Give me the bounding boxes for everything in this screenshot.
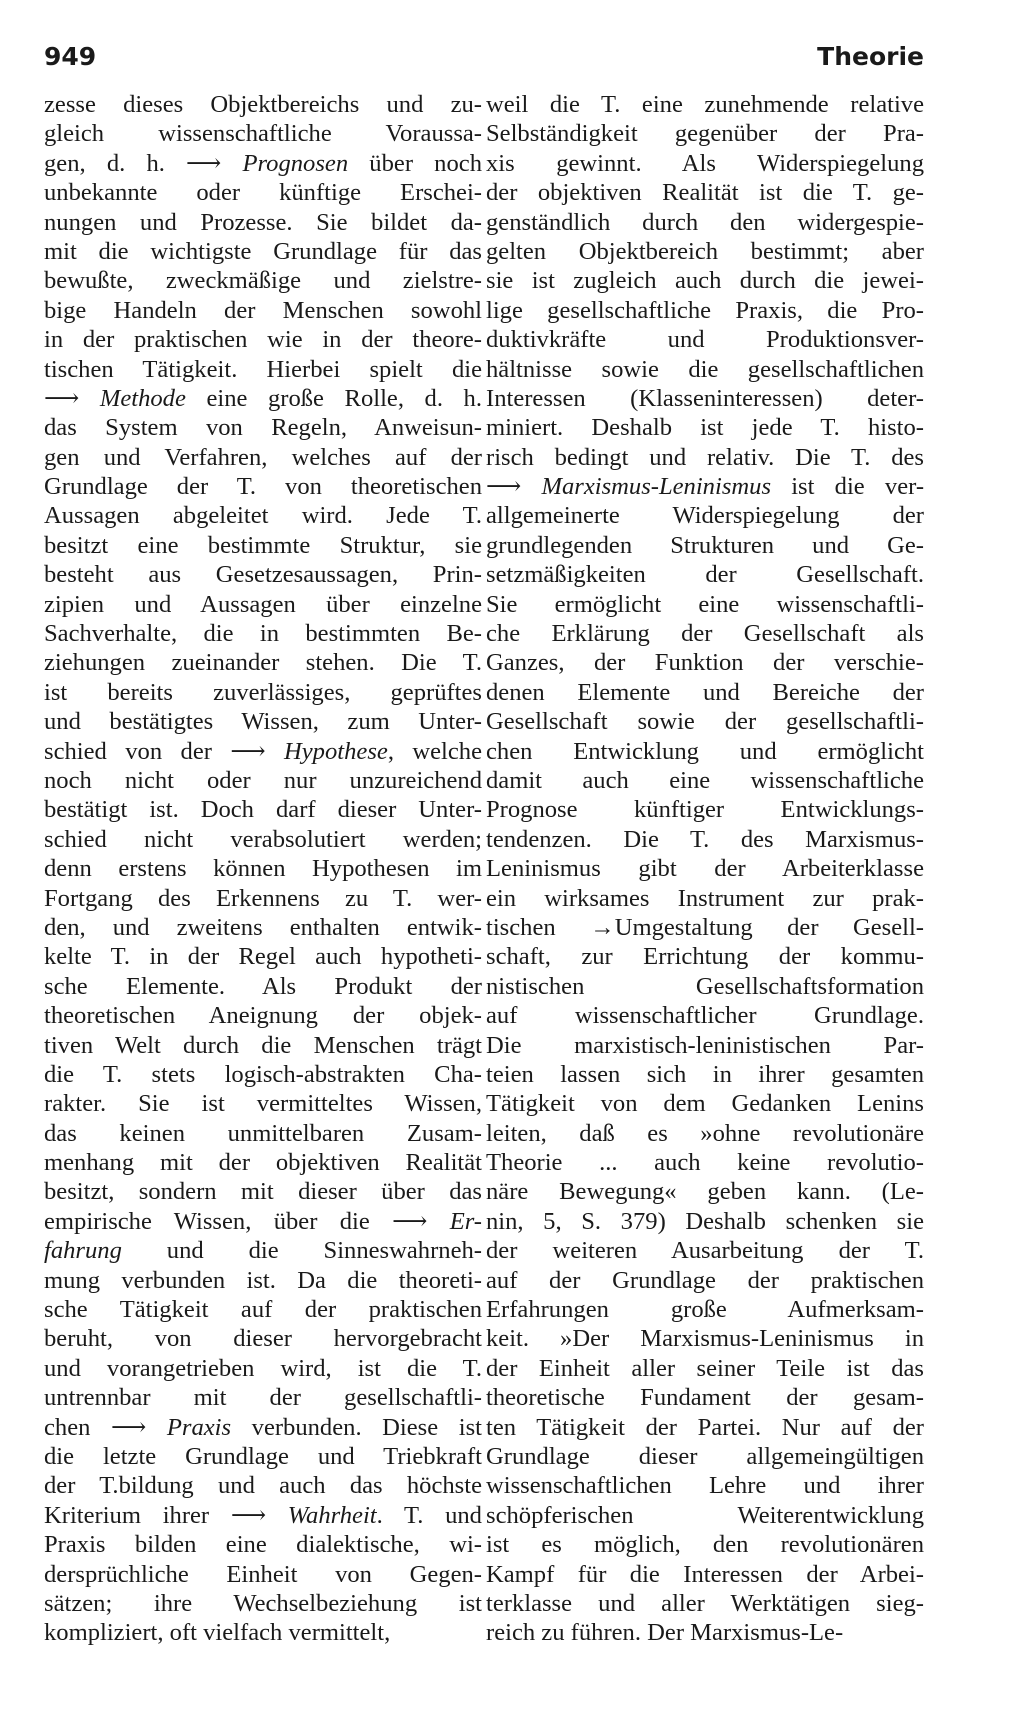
text-line: tischen Tätigkeit. Hierbei spielt die xyxy=(44,355,482,383)
text-line: empirische Wissen, über die ⟶ Er- xyxy=(44,1207,482,1235)
text-line: tischen →Umgestaltung der Gesell- xyxy=(486,913,924,941)
text-line: duktivkräfte und Produktionsver- xyxy=(486,326,924,354)
text-line: reich zu führen. Der Marxismus-Le- xyxy=(486,1619,844,1647)
text-line: sätzen; ihre Wechselbeziehung ist xyxy=(44,1589,482,1617)
text-line: in der praktischen wie in der theore- xyxy=(44,326,482,354)
text-line: bestätigt ist. Doch darf dieser Unter- xyxy=(44,796,482,824)
text-line: auf wissenschaftlicher Grundlage. xyxy=(486,1002,924,1030)
text-line: risch bedingt und relativ. Die T. des xyxy=(486,443,924,471)
text-line: wissenschaftlichen Lehre und ihrer xyxy=(486,1472,924,1500)
text-line: theoretische Fundament der gesam- xyxy=(486,1384,924,1412)
text-line: Gesellschaft sowie der gesellschaftli- xyxy=(486,708,924,736)
text-line: allgemeinerte Widerspiegelung der xyxy=(486,502,924,530)
text-line: theoretischen Aneignung der objek- xyxy=(44,1002,482,1030)
text-line: gen, d. h. ⟶ Prognosen über noch xyxy=(44,149,482,177)
text-line: Theorie ... auch keine revolutio- xyxy=(486,1149,924,1177)
text-line: Interessen (Klasseninteressen) deter- xyxy=(486,384,924,412)
text-line: dersprüchliche Einheit von Gegen- xyxy=(44,1560,482,1588)
text-line: der objektiven Realität ist die T. ge- xyxy=(486,179,924,207)
page-number: 949 xyxy=(44,42,97,71)
text-line: die T. stets logisch-abstrakten Cha- xyxy=(44,1060,482,1088)
text-line: Sie ermöglicht eine wissenschaftli- xyxy=(486,590,924,618)
text-line: den, und zweitens enthalten entwik- xyxy=(44,913,482,941)
text-line: der weiteren Ausarbeitung der T. xyxy=(486,1237,924,1265)
text-line: Die marxistisch-leninistischen Par- xyxy=(486,1031,924,1059)
text-line: schöpferischen Weiterentwicklung xyxy=(486,1501,924,1529)
text-line: Fortgang des Erkennens zu T. wer- xyxy=(44,884,482,912)
text-line: besteht aus Gesetzesaussagen, Prin- xyxy=(44,561,482,589)
text-line: mung verbunden ist. Da die theoreti- xyxy=(44,1266,482,1294)
text-line: die letzte Grundlage und Triebkraft xyxy=(44,1442,482,1470)
text-line: schaft, zur Errichtung der kommu- xyxy=(486,943,924,971)
text-line: mit die wichtigste Grundlage für das xyxy=(44,237,482,265)
text-line: tiven Welt durch die Menschen trägt xyxy=(44,1031,482,1059)
text-line: schied nicht verabsolutiert werden; xyxy=(44,825,482,853)
text-line: nistischen Gesellschaftsformation xyxy=(486,972,924,1000)
text-line: terklasse und aller Werktätigen sieg- xyxy=(486,1589,924,1617)
text-line: menhang mit der objektiven Realität xyxy=(44,1149,482,1177)
text-line: Tätigkeit von dem Gedanken Lenins xyxy=(486,1090,924,1118)
text-line: gelten Objektbereich bestimmt; aber xyxy=(486,237,924,265)
text-line: schied von der ⟶ Hypothese, welche xyxy=(44,737,482,765)
text-line: ist es möglich, den revolutionären xyxy=(486,1531,924,1559)
page-heading: Theorie xyxy=(817,42,924,71)
text-line: Praxis bilden eine dialektische, wi- xyxy=(44,1531,482,1559)
text-line: kompliziert, oft vielfach vermittelt, xyxy=(44,1619,391,1647)
text-line: nin, 5, S. 379) Deshalb schenken sie xyxy=(486,1207,924,1235)
text-line: che Erklärung der Gesellschaft als xyxy=(486,620,924,648)
text-line: denn erstens können Hypothesen im xyxy=(44,855,482,883)
text-line: lige gesellschaftliche Praxis, die Pro- xyxy=(486,296,924,324)
text-line: setzmäßigkeiten der Gesellschaft. xyxy=(486,561,924,589)
text-line: besitzt eine bestimmte Struktur, sie xyxy=(44,531,482,559)
text-line: näre Bewegung« geben kann. (Le- xyxy=(486,1178,924,1206)
text-line: Sachverhalte, die in bestimmten Be- xyxy=(44,620,482,648)
text-line: weil die T. eine zunehmende relative xyxy=(486,91,924,118)
text-line: Aussagen abgeleitet wird. Jede T. xyxy=(44,502,482,530)
text-line: bewußte, zweckmäßige und zielstre- xyxy=(44,267,482,295)
text-line: Kampf für die Interessen der Arbei- xyxy=(486,1560,924,1588)
text-line: teien lassen sich in ihrer gesamten xyxy=(486,1060,924,1088)
text-line: ist bereits zuverlässiges, geprüftes xyxy=(44,678,482,706)
text-line: Erfahrungen große Aufmerksam- xyxy=(486,1296,924,1324)
text-line: zipien und Aussagen über einzelne xyxy=(44,590,482,618)
text-line: Leninismus gibt der Arbeiterklasse xyxy=(486,855,924,883)
text-line: leiten, daß es »ohne revolutionäre xyxy=(486,1119,924,1147)
text-line: sie ist zugleich auch durch die jewei- xyxy=(486,267,924,295)
text-line: hältnisse sowie die gesellschaftlichen xyxy=(486,355,924,383)
text-line: Ganzes, der Funktion der verschie- xyxy=(486,649,924,677)
text-line: sche Tätigkeit auf der praktischen xyxy=(44,1296,482,1324)
right-text-column xyxy=(486,90,924,1648)
text-line: das keinen unmittelbaren Zusam- xyxy=(44,1119,482,1147)
text-line: unbekannte oder künftige Erschei- xyxy=(44,179,482,207)
text-line: zesse dieses Objektbereichs und zu- xyxy=(44,91,482,118)
text-line: ziehungen zueinander stehen. Die T. xyxy=(44,649,482,677)
text-line: Prognose künftiger Entwicklungs- xyxy=(486,796,924,824)
text-line: der Einheit aller seiner Teile ist das xyxy=(486,1354,924,1382)
text-line: xis gewinnt. Als Widerspiegelung xyxy=(486,149,924,177)
text-line: ten Tätigkeit der Partei. Nur auf der xyxy=(486,1413,924,1441)
text-line: kelte T. in der Regel auch hypotheti- xyxy=(44,943,482,971)
text-line: fahrung und die Sinneswahrneh- xyxy=(44,1237,482,1265)
text-line: noch nicht oder nur unzureichend xyxy=(44,766,482,794)
text-line: genständlich durch den widergespie- xyxy=(486,208,924,236)
text-line: tendenzen. Die T. des Marxismus- xyxy=(486,825,924,853)
text-line: miniert. Deshalb ist jede T. histo- xyxy=(486,414,924,442)
text-line: damit auch eine wissenschaftliche xyxy=(486,766,924,794)
left-text-column xyxy=(44,90,482,1648)
text-line: ⟶ Marxismus-Leninismus ist die ver- xyxy=(486,473,924,501)
text-line: bige Handeln der Menschen sowohl xyxy=(44,296,482,324)
text-line: und bestätigtes Wissen, zum Unter- xyxy=(44,708,482,736)
text-line: ein wirksames Instrument zur prak- xyxy=(486,884,924,912)
text-line: keit. »Der Marxismus-Leninismus in xyxy=(486,1325,924,1353)
text-line: untrennbar mit der gesellschaftli- xyxy=(44,1384,482,1412)
page-header xyxy=(44,42,924,82)
text-line: auf der Grundlage der praktischen xyxy=(486,1266,924,1294)
text-line: Grundlage der T. von theoretischen xyxy=(44,473,482,501)
text-line: grundlegenden Strukturen und Ge- xyxy=(486,531,924,559)
text-line: Selbständigkeit gegenüber der Pra- xyxy=(486,120,924,148)
text-line: chen ⟶ Praxis verbunden. Diese ist xyxy=(44,1413,482,1441)
text-line: nungen und Prozesse. Sie bildet da- xyxy=(44,208,482,236)
text-line: das System von Regeln, Anweisun- xyxy=(44,414,482,442)
text-line: gen und Verfahren, welches auf der xyxy=(44,443,482,471)
text-line: der T.bildung und auch das höchste xyxy=(44,1472,482,1500)
text-line: chen Entwicklung und ermöglicht xyxy=(486,737,924,765)
text-line: sche Elemente. Als Produkt der xyxy=(44,972,482,1000)
text-line: besitzt, sondern mit dieser über das xyxy=(44,1178,482,1206)
text-line: Grundlage dieser allgemeingültigen xyxy=(486,1442,924,1470)
text-line: denen Elemente und Bereiche der xyxy=(486,678,924,706)
text-line: ⟶ Methode eine große Rolle, d. h. xyxy=(44,384,482,412)
text-line: und vorangetrieben wird, ist die T. xyxy=(44,1354,482,1382)
text-line: Kriterium ihrer ⟶ Wahrheit. T. und xyxy=(44,1501,482,1529)
text-line: beruht, von dieser hervorgebracht xyxy=(44,1325,482,1353)
text-line: rakter. Sie ist vermitteltes Wissen, xyxy=(44,1090,482,1118)
text-line: gleich wissenschaftliche Voraussa- xyxy=(44,120,482,148)
